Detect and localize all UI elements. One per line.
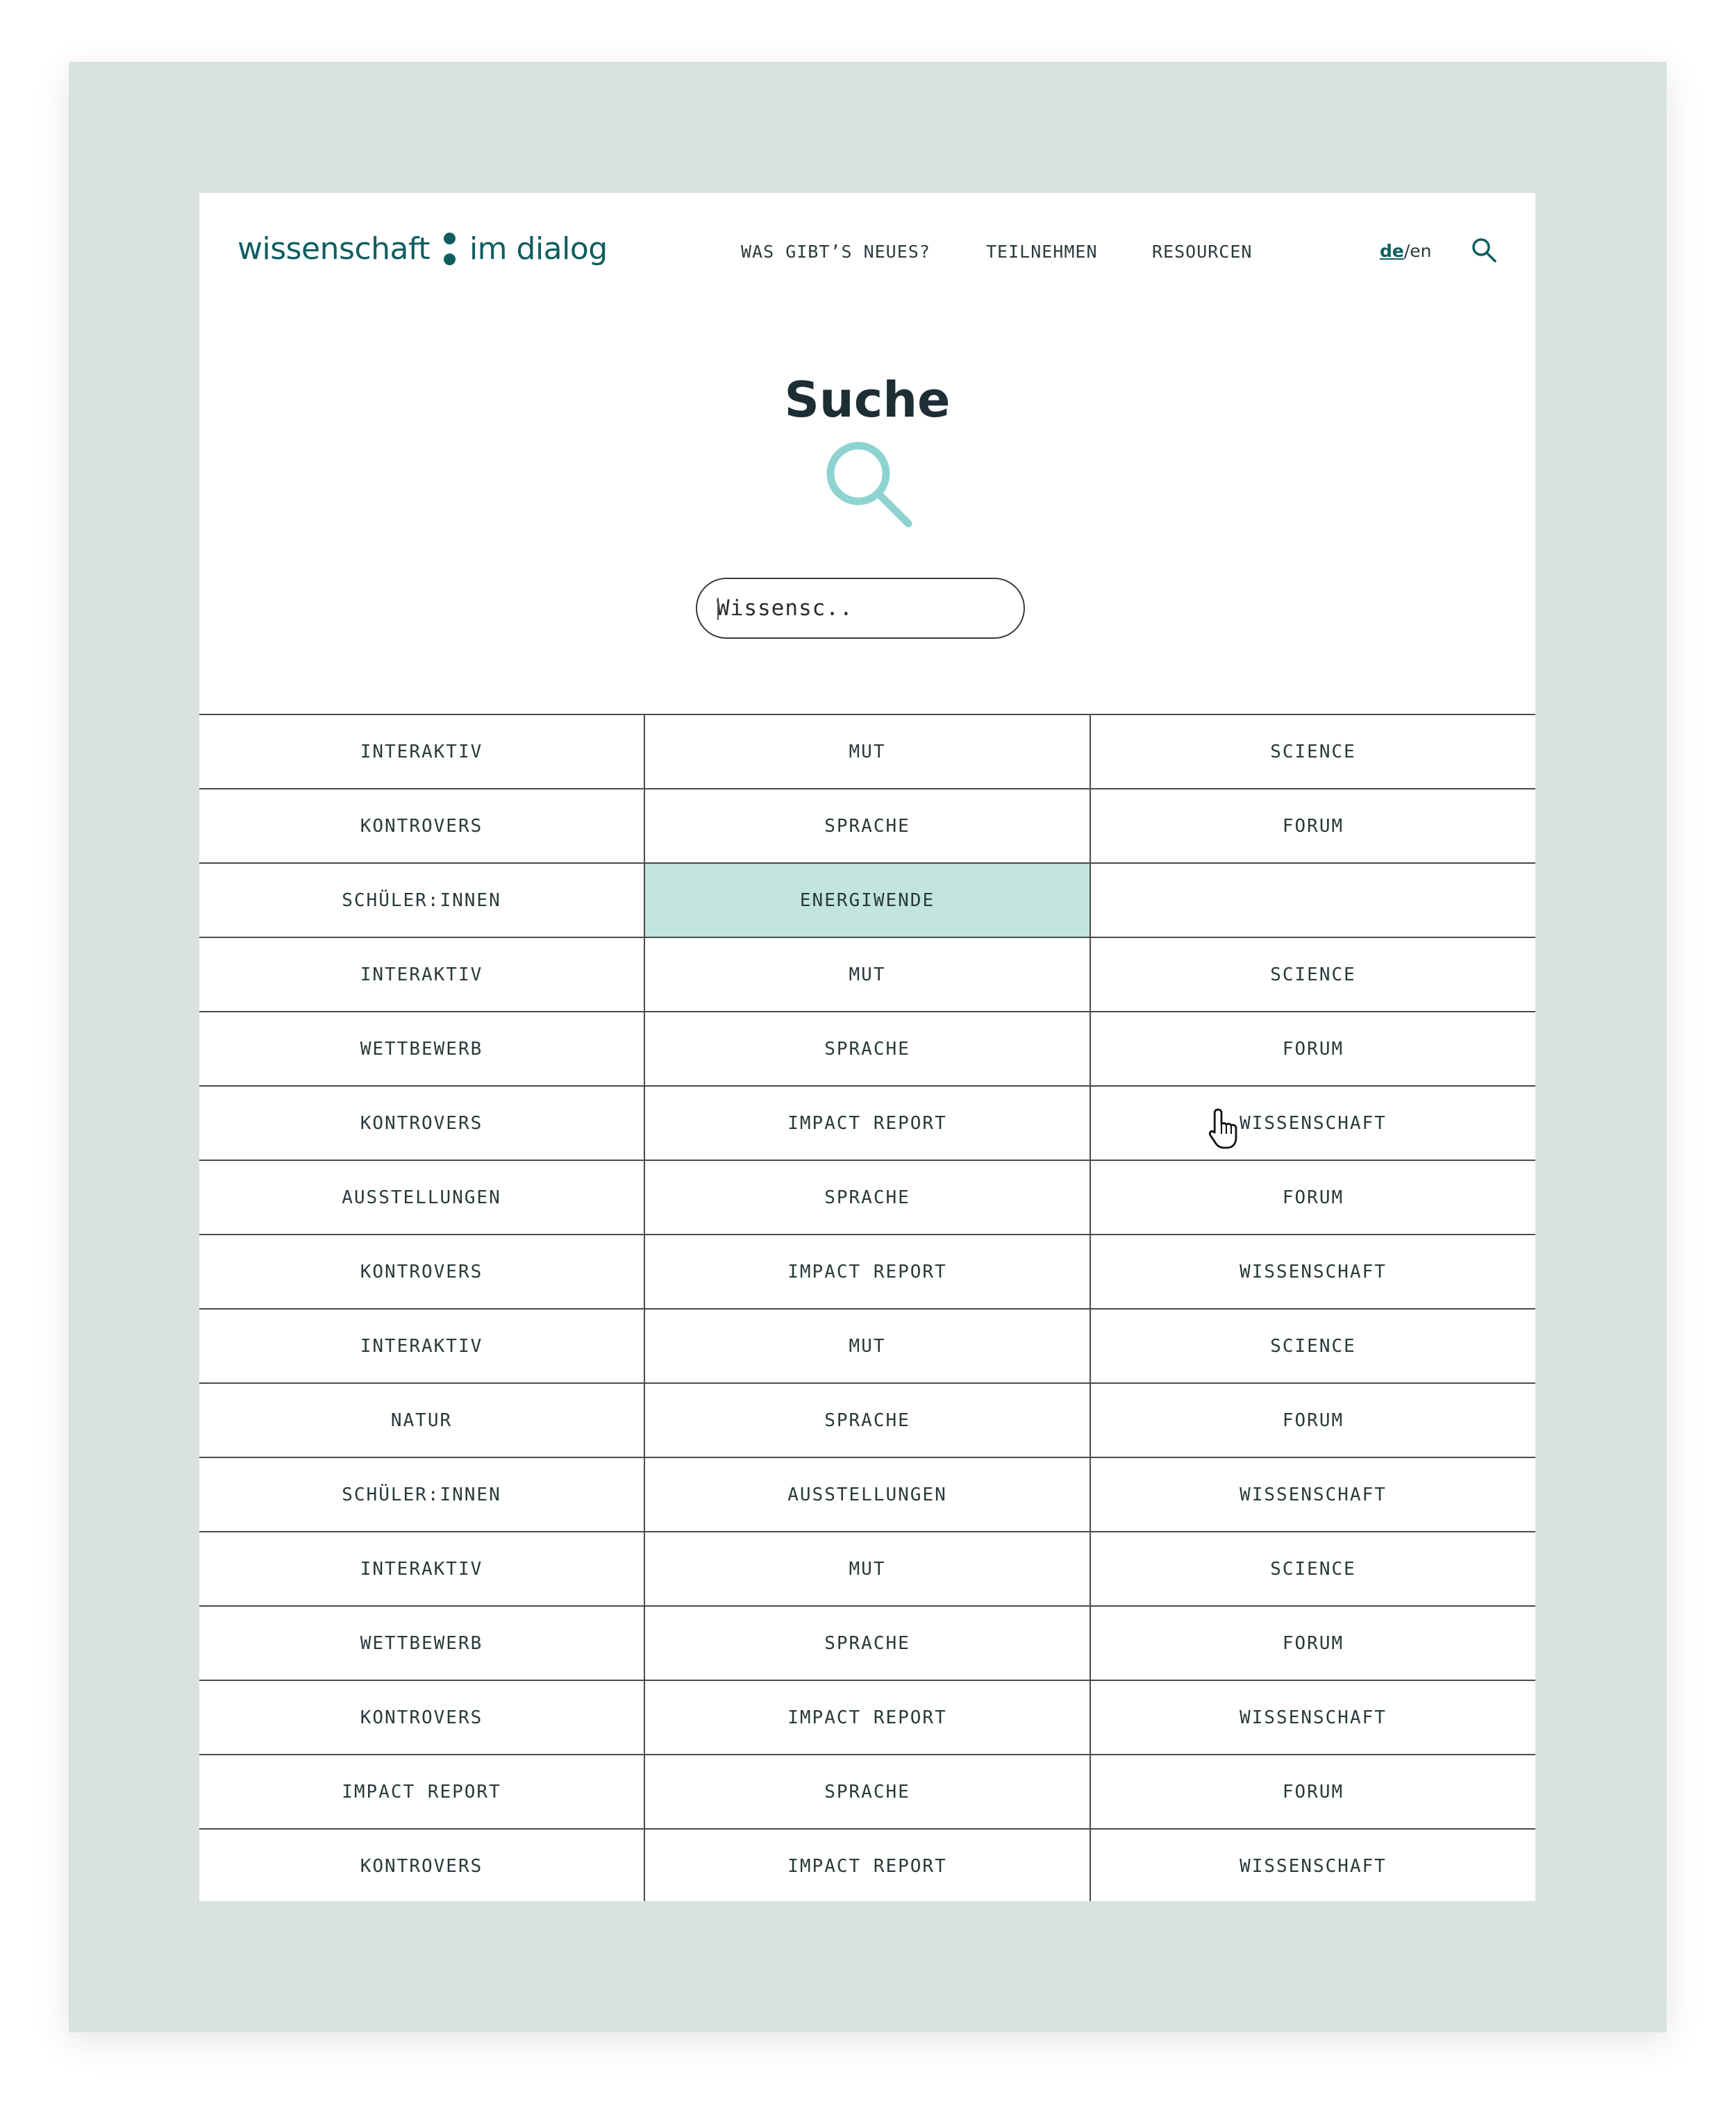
tag-cell[interactable]: KONTROVERS (199, 1830, 645, 1901)
tag-cell[interactable]: SPRACHE (645, 1012, 1091, 1085)
tag-row (199, 1012, 1535, 1087)
page-title: Suche (784, 371, 951, 428)
tag-cell[interactable]: FORUM (1282, 1632, 1344, 1654)
tag-cell[interactable]: KONTROVERS (199, 1235, 645, 1308)
tag-cell[interactable]: SPRACHE (645, 1607, 1091, 1680)
tag-row (199, 715, 1535, 789)
tag-cell[interactable]: SCIENCE (1270, 1335, 1356, 1357)
tag-cell[interactable]: INTERAKTIV (199, 1532, 645, 1605)
tag-cell[interactable]: MUT (645, 1532, 1091, 1605)
tag-cell[interactable]: IMPACT REPORT (645, 1235, 1091, 1308)
tag-row (199, 864, 1535, 938)
tag-grid (199, 714, 1535, 1901)
tag-row (199, 938, 1535, 1012)
tag-cell[interactable]: NATUR (199, 1384, 645, 1457)
tag-row (199, 1384, 1535, 1458)
tag-cell[interactable]: INTERAKTIV (199, 715, 645, 788)
tag-cell[interactable]: MUT (645, 715, 1091, 788)
tag-cell[interactable]: SCIENCE (1270, 1558, 1356, 1580)
tag-cell[interactable]: SPRACHE (645, 1161, 1091, 1234)
tag-row (199, 1161, 1535, 1235)
search-input[interactable] (717, 579, 1008, 637)
text-caret (717, 598, 719, 620)
tag-row (199, 1235, 1535, 1310)
tag-row (199, 1755, 1535, 1830)
tag-cell[interactable]: AUSSTELLUNGEN (645, 1458, 1091, 1531)
logo-colon-icon (444, 233, 456, 265)
tag-cell[interactable]: IMPACT REPORT (645, 1681, 1091, 1754)
tag-cell[interactable]: MUT (645, 938, 1091, 1011)
tag-cell[interactable]: IMPACT REPORT (645, 1830, 1091, 1901)
tag-cell[interactable]: SPRACHE (645, 1384, 1091, 1457)
tag-cell[interactable]: WISSENSCHAFT (1240, 1707, 1387, 1728)
tag-row (199, 1458, 1535, 1532)
tag-cell[interactable]: WISSENSCHAFT (1240, 1112, 1387, 1134)
tag-cell[interactable]: FORUM (1282, 1038, 1344, 1060)
tag-cell[interactable]: MUT (645, 1310, 1091, 1382)
tag-cell-empty (1091, 864, 1535, 937)
nav-item-teilnehmen[interactable]: TEILNEHMEN (986, 242, 1098, 262)
lang-en[interactable]: en (1410, 241, 1432, 261)
language-switcher (1380, 241, 1432, 261)
tag-row (199, 1087, 1535, 1161)
tag-cell[interactable]: SPRACHE (645, 789, 1091, 862)
tag-cell[interactable]: ENERGIWENDE (645, 864, 1091, 937)
search-icon (822, 437, 919, 535)
nav-item-neues[interactable]: WAS GIBT’S NEUES? (741, 242, 930, 262)
tag-cell[interactable]: KONTROVERS (199, 1087, 645, 1160)
tag-row (199, 1532, 1535, 1607)
tag-row (199, 1607, 1535, 1681)
lang-de[interactable]: de (1380, 241, 1404, 261)
nav-item-resourcen[interactable]: RESOURCEN (1152, 242, 1253, 262)
logo-text-right: im dialog (469, 231, 608, 267)
tag-cell[interactable]: SCIENCE (1270, 741, 1356, 762)
tag-cell[interactable]: WETTBEWERB (199, 1012, 645, 1085)
tag-row (199, 1310, 1535, 1384)
tag-cell[interactable]: KONTROVERS (199, 1681, 645, 1754)
tag-cell[interactable]: KONTROVERS (199, 789, 645, 862)
logo[interactable] (237, 228, 608, 269)
logo-text-left: wissenschaft (237, 231, 430, 267)
tag-cell[interactable]: WISSENSCHAFT (1240, 1855, 1387, 1877)
search-icon[interactable] (1470, 236, 1498, 264)
search-field[interactable] (696, 578, 1025, 639)
tag-cell[interactable]: SCHÜLER:INNEN (199, 1458, 645, 1531)
search-page (199, 193, 1535, 1901)
tag-cell[interactable]: IMPACT REPORT (199, 1755, 645, 1828)
lang-separator: / (1403, 241, 1410, 261)
tag-cell[interactable]: WETTBEWERB (199, 1607, 645, 1680)
tag-cell[interactable]: AUSSTELLUNGEN (199, 1161, 645, 1234)
tag-cell[interactable]: WISSENSCHAFT (1240, 1261, 1387, 1282)
tag-cell[interactable]: FORUM (1282, 1187, 1344, 1208)
tag-cell[interactable]: SPRACHE (645, 1755, 1091, 1828)
tag-cell[interactable]: INTERAKTIV (199, 938, 645, 1011)
tag-row (199, 789, 1535, 864)
tag-cell[interactable]: FORUM (1282, 1781, 1344, 1802)
tag-cell[interactable]: SCHÜLER:INNEN (199, 864, 645, 937)
tag-row (199, 1830, 1535, 1901)
tag-row (199, 1681, 1535, 1755)
tag-cell[interactable]: IMPACT REPORT (645, 1087, 1091, 1160)
tag-cell[interactable]: INTERAKTIV (199, 1310, 645, 1382)
tag-cell[interactable]: SCIENCE (1270, 964, 1356, 985)
tag-cell[interactable]: FORUM (1282, 1409, 1344, 1431)
tag-cell[interactable]: FORUM (1282, 815, 1344, 837)
tag-cell[interactable]: WISSENSCHAFT (1240, 1484, 1387, 1505)
